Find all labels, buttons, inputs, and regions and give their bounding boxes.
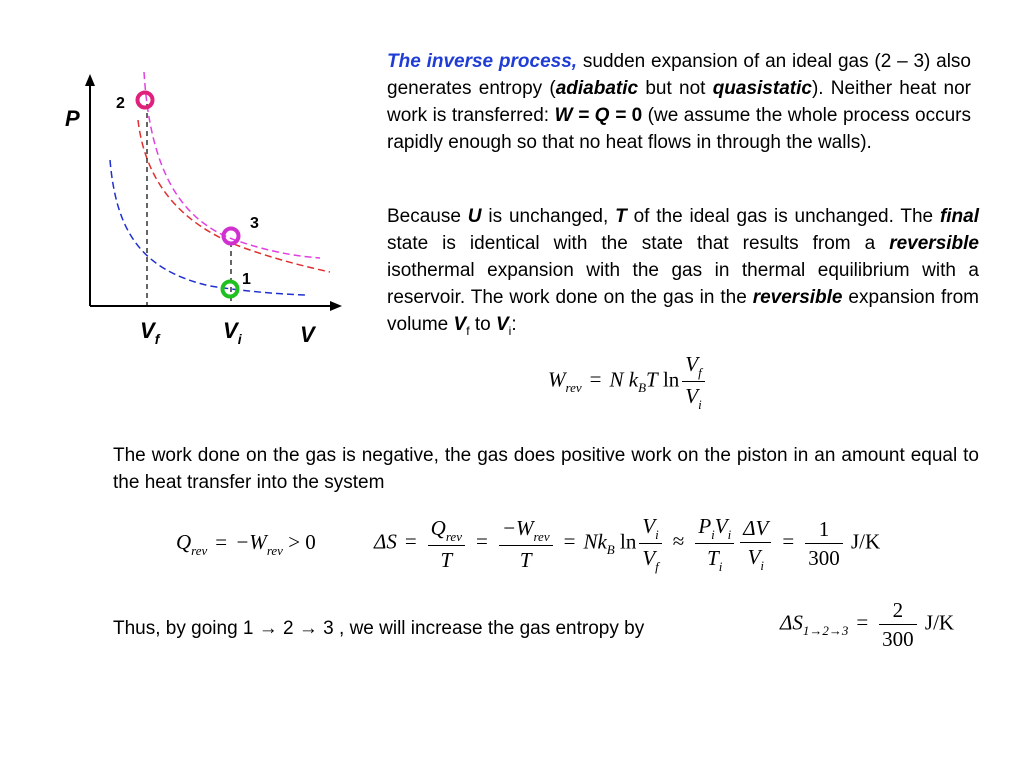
pv-graph (50, 60, 350, 360)
fraction-vi-vf: $\frac{V_i}{V_f}$ (639, 514, 661, 573)
lead-phrase: The inverse process, (387, 51, 578, 72)
paragraph-inverse-process: The inverse process, sudden expansion of an ideal gas (2 – 3) also generates entropy (adiabatic but not quasistatic). Neither heat nor work is transferred: W = Q = 0 (we assume the whole process occurs rapidly enough so that no heat flows in through the walls). (387, 51, 972, 153)
paragraph-negative-work: The work done on the gas is negative, the gas does positive work on the piston in an amount equal to the heat transfer into the system (113, 445, 979, 493)
fraction-pv-t: $\frac{P_iV_i}{T_i}$ (695, 514, 734, 573)
point-3-label: 3 (250, 215, 259, 232)
fraction-dv-v: $\frac{\Delta V}{V_i}$ (740, 516, 771, 572)
isotherm-mid-curve (138, 120, 330, 272)
fraction-2-300: $\frac{2}{300}$ (879, 598, 917, 651)
p-axis-arrow (85, 74, 95, 86)
equation-entropy-change: ΔS = $\frac{Q_{rev}}{T}$ = $\frac{-W_{rev}}{T}$ = $Nk_B$ ln $\frac{V_i}{V_f}$ ≈ $\frac{P_iV_i}{T_i}$ $\frac{\Delta V}{V_i}$ = $\frac{1}{300}$ J/K (374, 514, 881, 574)
fraction-w-t: $\frac{-W_{rev}}{T}$ (499, 516, 553, 572)
quasistatic-term: quasistatic (712, 78, 812, 99)
point-2-marker (138, 93, 153, 108)
point-2-label: 2 (116, 95, 125, 112)
point-1-label: 1 (242, 271, 251, 288)
paragraph-conclusion: Thus, by going 1 → 2 → 3 , we will increase the gas entropy by (113, 618, 645, 639)
equation-heat-positive: $Q_{rev} = -W_{rev} > 0$ (176, 530, 316, 558)
w-equals-q: W = Q = (554, 105, 632, 126)
fraction-q-t: $\frac{Q_{rev}}{T}$ (428, 516, 465, 572)
vf-label: $V_f$ (140, 318, 160, 347)
equation-work-reversible: $W_{rev} = N$ $k_BT$ ln $\frac{V_f}{V_i}$ (548, 352, 708, 411)
pv-graph-svg (50, 60, 350, 360)
axis-p-label: P (65, 106, 80, 131)
equation-total-entropy: $\Delta S_{1\to 2\to 3}$ = $\frac{2}{300}$ J/K (780, 598, 955, 651)
vi-label: $V_i$ (223, 318, 242, 347)
fraction-vf-vi: $\frac{V_f}{V_i}$ (682, 352, 704, 411)
axis-v-label: V (300, 322, 315, 347)
adiabatic-term: adiabatic (555, 78, 639, 99)
v-axis-arrow (330, 301, 342, 311)
isotherm-low-curve (110, 160, 305, 295)
paragraph-reversible: Because U is unchanged, T of the ideal gas is unchanged. The final state is identical with the state that results from a reversible isothermal expansion with the gas in thermal equilibrium with a reservoir. The work done on the gas in the reversible expansion from volume $V_f$ to $V_i$: (387, 206, 979, 338)
fraction-1-300: $\frac{1}{300}$ (805, 517, 843, 570)
